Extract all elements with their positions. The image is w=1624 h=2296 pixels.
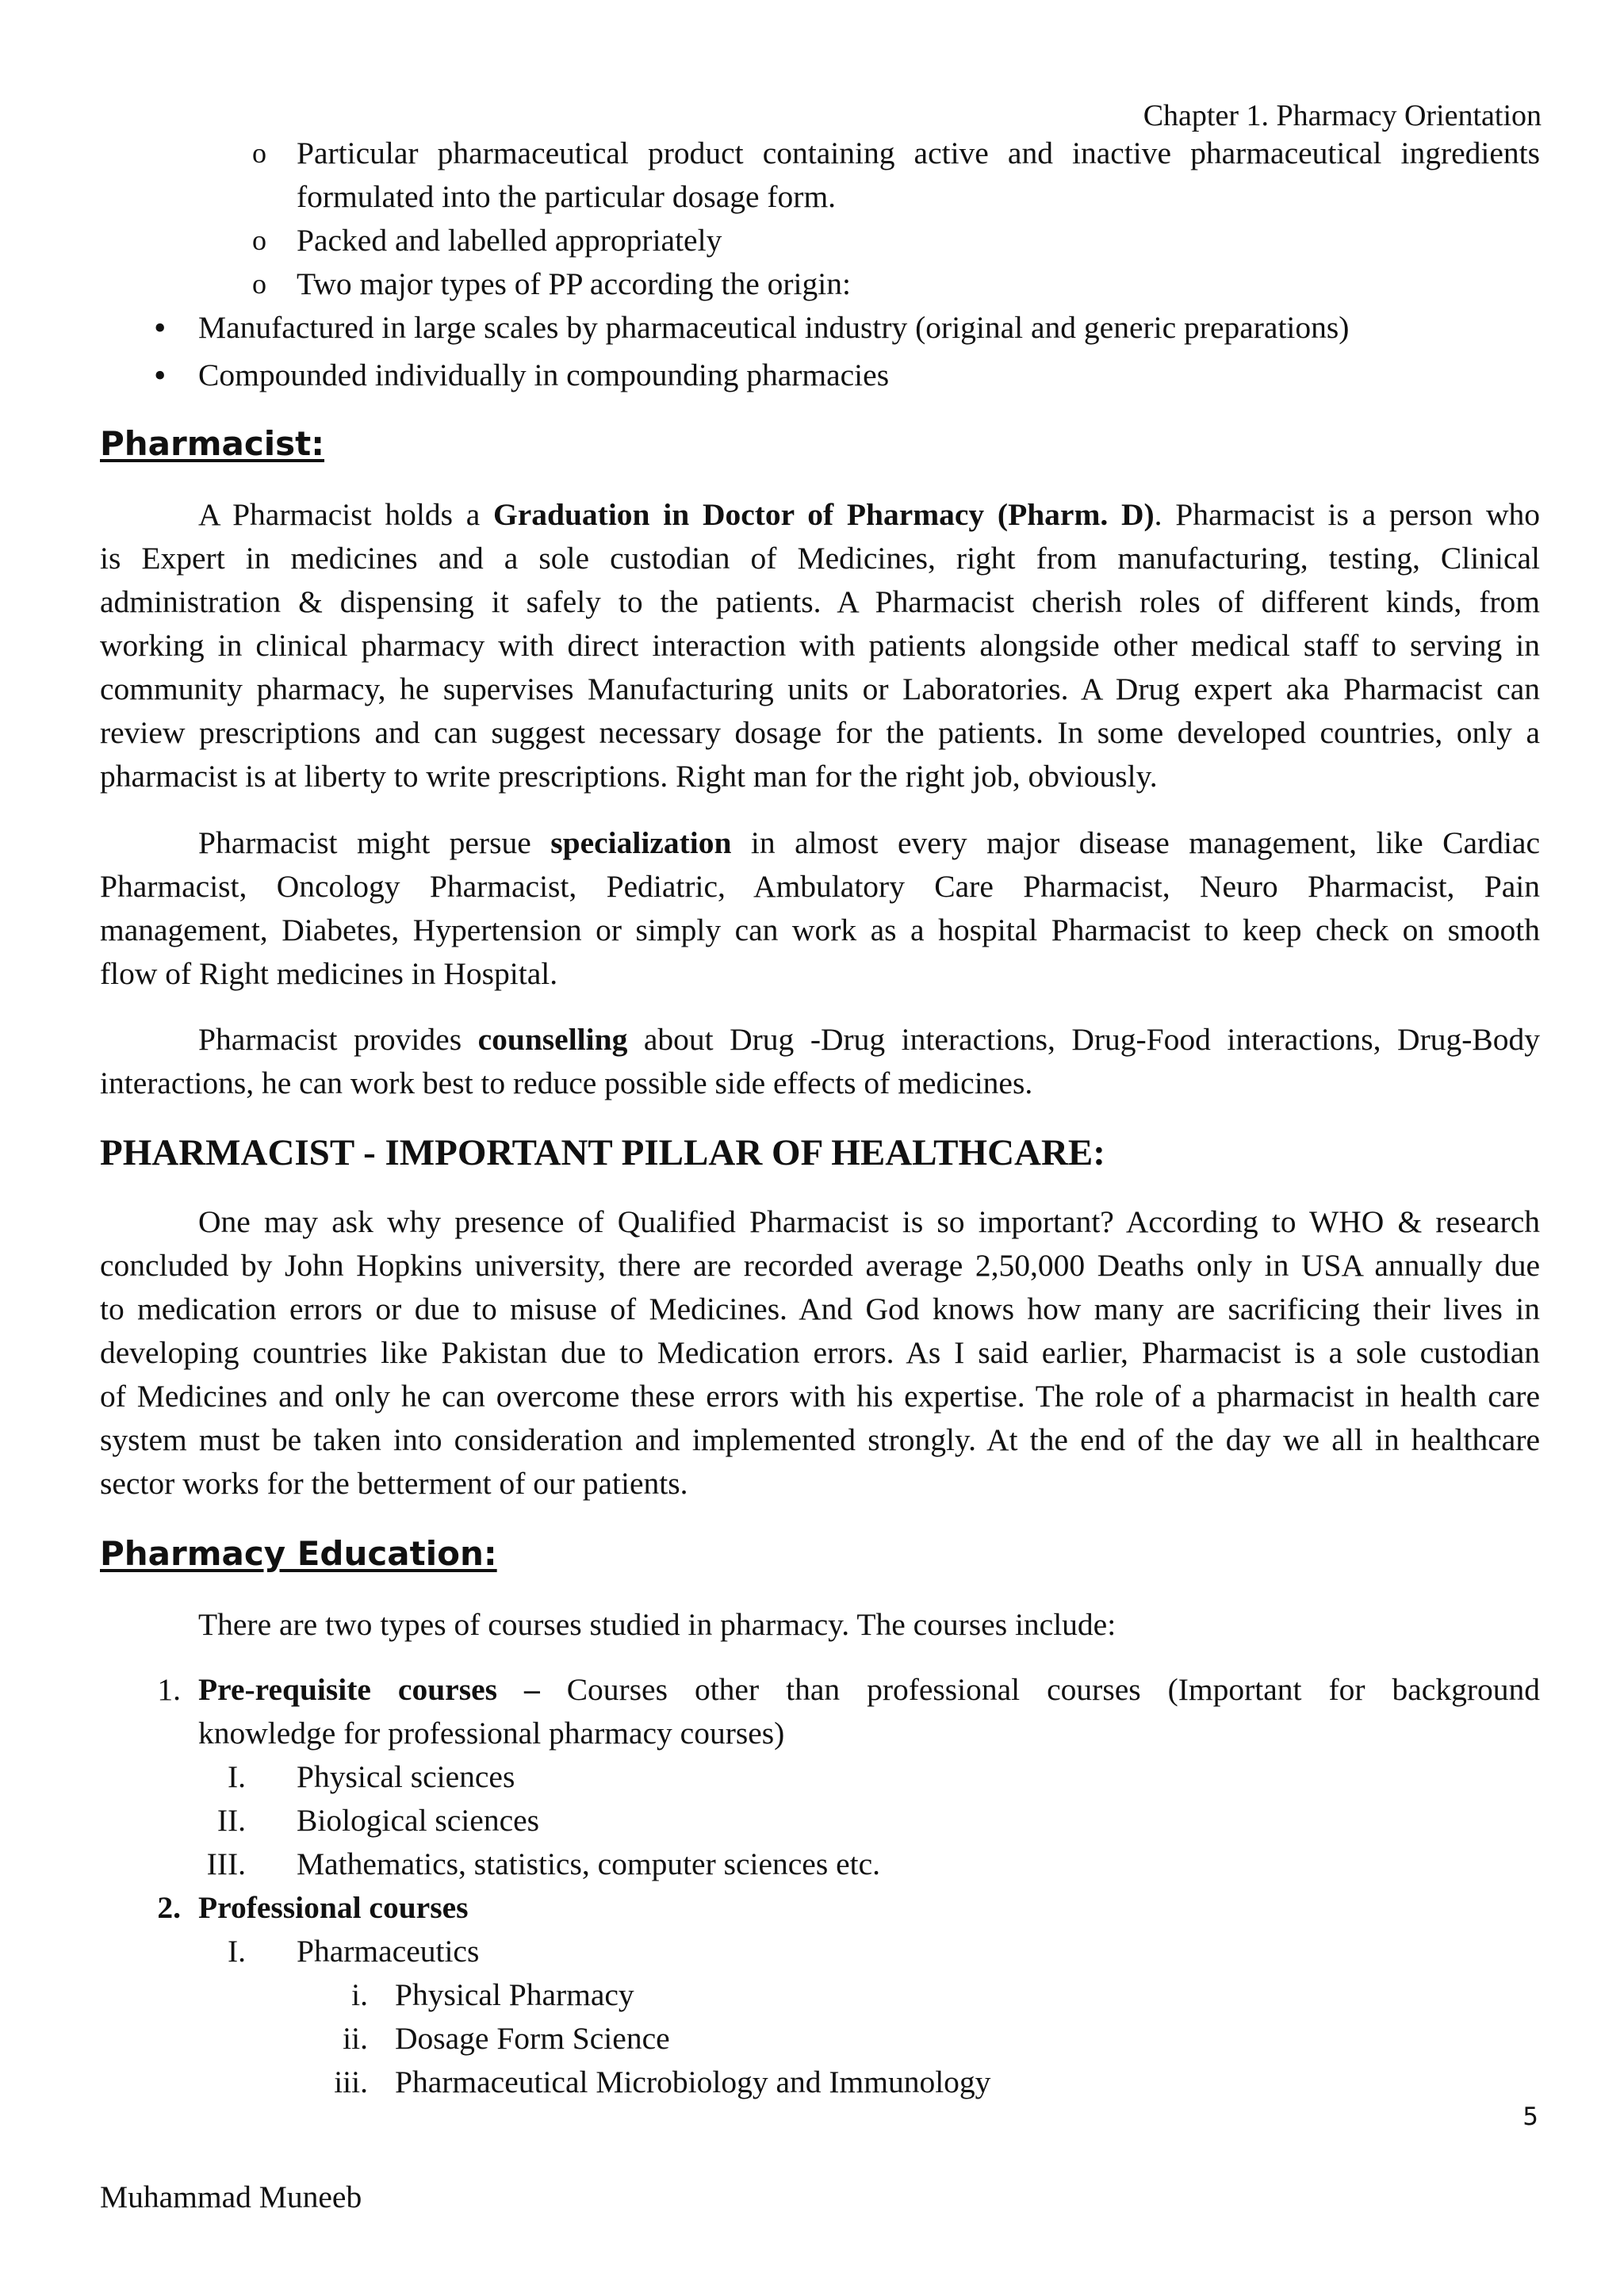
paragraph-line: to medication errors or due to misuse of Medicines. And God knows how many are sacrificing their lives in xyxy=(100,1292,1540,1326)
sub-bullet-marker: o xyxy=(252,224,266,256)
paragraph-line: concluded by John Hopkins university, there are recorded average 2,50,000 Deaths only in USA annually due xyxy=(100,1248,1540,1283)
list-item: Pharmaceutical Microbiology and Immunology xyxy=(395,2064,991,2099)
list-item-text-continued: knowledge for professional pharmacy courses) xyxy=(198,1716,785,1751)
paragraph-line: is Expert in medicines and a sole custodian of Medicines, right from manufacturing, testing, Clinical xyxy=(100,541,1540,576)
bullet-marker: • xyxy=(154,356,167,395)
list-number: 1. xyxy=(157,1672,181,1707)
paragraph-line: working in clinical pharmacy with direct interaction with patients alongside other medical staff to serving in xyxy=(100,628,1540,663)
sub-bullet-text: Two major types of PP according the origin: xyxy=(297,266,851,301)
bullet-text: Compounded individually in compounding pharmacies xyxy=(198,358,890,392)
paragraph-line: One may ask why presence of Qualified Pharmacist is so important? According to WHO & research xyxy=(198,1204,1540,1239)
list-item: Pharmaceutics xyxy=(297,1934,480,1969)
bullet-marker: • xyxy=(154,308,167,347)
list-number: 2. xyxy=(157,1890,181,1925)
paragraph-line: developing countries like Pakistan due to Medication errors. As I said earlier, Pharmacist is a sole custodian xyxy=(100,1335,1540,1370)
sub-bullet-marker: o xyxy=(252,137,266,169)
paragraph-line: A Pharmacist holds a Graduation in Doctor of Pharmacy (Pharm. D). Pharmacist is a person who xyxy=(198,497,1540,532)
paragraph-line: flow of Right medicines in Hospital. xyxy=(100,956,558,991)
roman-number-lower: i. xyxy=(351,1977,368,2012)
page-number: 5 xyxy=(1522,2103,1538,2131)
list-item: Physical Pharmacy xyxy=(395,1977,634,2012)
footer-author: Muhammad Muneeb xyxy=(100,2179,362,2214)
bullet-text: Manufactured in large scales by pharmaceutical industry (original and generic preparations) xyxy=(198,310,1350,345)
section-heading-education: Pharmacy Education: xyxy=(100,1534,497,1573)
sub-bullet-text: Packed and labelled appropriately xyxy=(297,223,722,258)
list-item-title: Professional courses xyxy=(198,1890,469,1925)
paragraph-line: management, Diabetes, Hypertension or simply can work as a hospital Pharmacist to keep check on smooth xyxy=(100,913,1540,947)
paragraph-line: pharmacist is at liberty to write prescriptions. Right man for the right job, obviously. xyxy=(100,759,1158,794)
section-heading-pharmacist: Pharmacist: xyxy=(100,424,325,463)
bold-phrase: specialization xyxy=(550,825,732,860)
running-header: Chapter 1. Pharmacy Orientation xyxy=(1143,99,1542,132)
list-item: Dosage Form Science xyxy=(395,2021,670,2056)
sub-bullet-text-continued: formulated into the particular dosage form. xyxy=(297,179,837,214)
sub-bullet-marker: o xyxy=(252,268,266,300)
paragraph-line: Pharmacist provides counselling about Drug -Drug interactions, Drug-Food interactions, Drug-Body xyxy=(198,1022,1540,1057)
bold-phrase: counselling xyxy=(477,1022,628,1057)
list-item-text: Pre-requisite courses – Courses other than professional courses (Important for background xyxy=(198,1672,1540,1707)
roman-number: I. xyxy=(227,1934,246,1969)
paragraph-line: community pharmacy, he supervises Manufacturing units or Laboratories. A Drug expert aka Pharmacist can xyxy=(100,672,1540,706)
paragraph-line: of Medicines and only he can overcome these errors with his expertise. The role of a pharmacist in health care xyxy=(100,1379,1540,1414)
roman-number: II. xyxy=(216,1803,246,1838)
roman-number-lower: ii. xyxy=(343,2021,368,2056)
paragraph-line: system must be taken into consideration and implemented strongly. At the end of the day we all in healthcare xyxy=(100,1422,1540,1457)
paragraph-line: Pharmacist, Oncology Pharmacist, Pediatric, Ambulatory Care Pharmacist, Neuro Pharmacist, Pain xyxy=(100,869,1540,904)
section-heading-pillar: PHARMACIST - IMPORTANT PILLAR OF HEALTHCARE: xyxy=(100,1132,1105,1173)
paragraph-line: There are two types of courses studied in pharmacy. The courses include: xyxy=(198,1607,1116,1642)
roman-number-lower: iii. xyxy=(334,2064,368,2099)
roman-number: III. xyxy=(206,1846,246,1881)
paragraph-line: Pharmacist might persue specialization in almost every major disease management, like Cardiac xyxy=(198,825,1540,860)
paragraph-line: administration & dispensing it safely to the patients. A Pharmacist cherish roles of different kinds, from xyxy=(100,584,1540,619)
bold-phrase: Graduation in Doctor of Pharmacy (Pharm. D) xyxy=(492,497,1155,532)
bold-phrase: Pre-requisite courses – xyxy=(198,1672,540,1707)
list-item: Mathematics, statistics, computer sciences etc. xyxy=(297,1846,880,1881)
paragraph-line: sector works for the betterment of our patients. xyxy=(100,1466,688,1501)
sub-bullet-text: Particular pharmaceutical product containing active and inactive pharmaceutical ingredients xyxy=(297,136,1540,170)
paragraph-line: review prescriptions and can suggest necessary dosage for the patients. In some developed countries, only a xyxy=(100,715,1540,750)
list-item: Physical sciences xyxy=(297,1759,515,1794)
roman-number: I. xyxy=(227,1759,246,1794)
paragraph-line: interactions, he can work best to reduce possible side effects of medicines. xyxy=(100,1066,1033,1100)
list-item: Biological sciences xyxy=(297,1803,540,1838)
